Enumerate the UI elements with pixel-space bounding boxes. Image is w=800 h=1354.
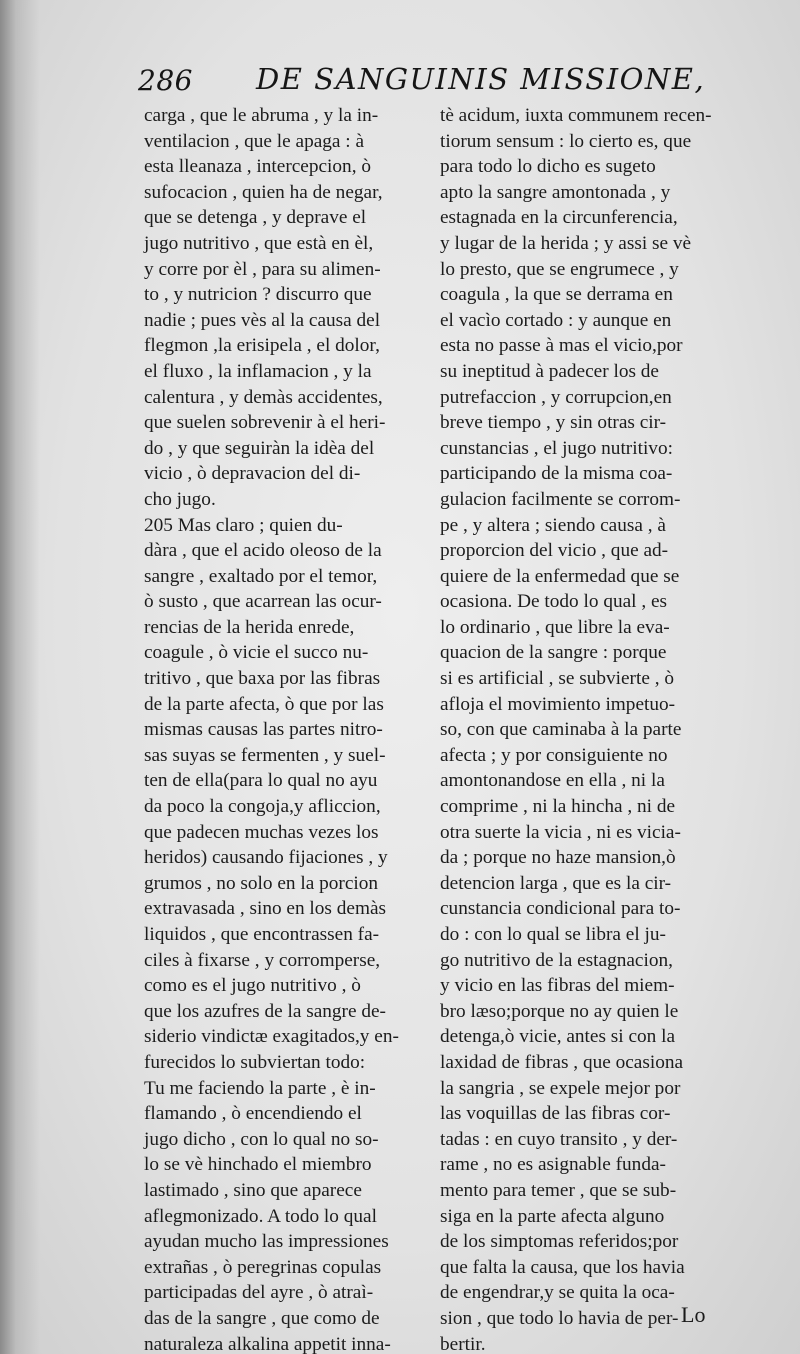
text-line: 205 Mas claro ; quien du- (144, 514, 343, 536)
text-line: mento para temer , que se sub- (440, 1179, 677, 1201)
text-line: pe , y altera ; siendo causa , à (440, 514, 666, 536)
page-number: 286 (138, 64, 193, 97)
text-line: extrañas , ò peregrinas copulas (144, 1256, 382, 1278)
text-line: da ; porque no haze mansion,ò (440, 847, 676, 869)
text-line: bro læso;porque no ay quien le (440, 1000, 679, 1022)
text-line: flegmon ,la erisipela , el dolor, (144, 335, 380, 357)
text-line: jugo dicho , con lo qual no so- (144, 1128, 379, 1150)
text-line: putrefaccion , y corrupcion,en (440, 386, 672, 408)
text-line: cunstancia condicional para to- (440, 898, 681, 920)
text-line: el vacìo cortado : y aunque en (440, 309, 672, 331)
text-line: carga , que le abruma , y la in- (144, 105, 379, 126)
text-line: proporcion del vicio , que ad- (440, 540, 669, 562)
text-line: jugo nutritivo , que està en èl, (144, 232, 374, 254)
text-line: liquidos , que encontrassen fa- (144, 924, 380, 945)
text-line: rame , no es asignable funda- (440, 1154, 666, 1176)
text-line: dàra , que el acido oleoso de la (144, 540, 382, 562)
text-line: heridos) causando fijaciones , y (144, 847, 388, 869)
text-line: para todo lo dicho es sugeto (440, 156, 656, 178)
text-line: amontonandose en ella , ni la (440, 770, 665, 792)
running-title: DE SANGUINIS MISSIONE, (256, 62, 706, 96)
text-line: afecta ; y por consiguiente no (440, 744, 668, 766)
text-line: coagula , la que se derrama en (440, 284, 673, 306)
text-line: como es el jugo nutritivo , ò (144, 975, 361, 997)
text-line: Tu me faciendo la parte , è in- (144, 1077, 376, 1099)
text-line: quacion de la sangre : porque (440, 642, 667, 664)
text-line: ocasiona. De todo lo qual , es (440, 591, 668, 613)
text-line: que suelen sobrevenir à el heri- (144, 412, 386, 434)
text-line: siderio vindictæ exagitados,y en- (144, 1026, 399, 1048)
catchword: Lo (681, 1302, 706, 1327)
text-line: do , y que seguiràn la idèa del (144, 437, 375, 459)
text-line: flamando , ò encendiendo el (144, 1103, 362, 1125)
text-line: aflegmonizado. A todo lo qual (144, 1205, 377, 1227)
left-column (144, 103, 418, 1354)
text-line: sufocacion , quien ha de negar, (144, 181, 383, 203)
text-line: de engendrar,y se quita la oca- (440, 1282, 675, 1304)
text-line: ayudan mucho las impressiones (144, 1231, 389, 1253)
text-line: la sangria , se expele mejor por (440, 1077, 681, 1099)
text-line: apto la sangre amontonada , y (440, 181, 671, 203)
text-line: de los simptomas referidos;por (440, 1231, 679, 1253)
text-line: sangre , exaltado por el temor, (144, 565, 378, 587)
text-line: tiorum sensum : lo cierto es, que (440, 130, 692, 152)
text-line: y corre por èl , para su alimen- (144, 258, 381, 280)
text-line: ciles à fixarse , y corromperse, (144, 949, 381, 971)
text-line: tritivo , que baxa por las fibras (144, 668, 381, 690)
text-line: de la parte afecta, ò que por las (144, 693, 384, 715)
text-line: sion , que todo lo havia de per- (440, 1307, 679, 1329)
text-line: las voquillas de las fibras cor- (440, 1103, 671, 1125)
text-line: detencion larga , que es la cir- (440, 872, 672, 894)
text-line: mismas causas las partes nitro- (144, 719, 383, 741)
text-line: cho jugo. (144, 488, 216, 510)
text-line: siga en la parte afecta alguno (440, 1205, 665, 1227)
text-line: tè acidum, iuxta communem recen- (440, 105, 712, 126)
text-line: vicio , ò depravacion del di- (144, 463, 361, 485)
text-line: extravasada , sino en los demàs (144, 898, 387, 920)
text-line: das de la sangre , que como de (144, 1307, 380, 1329)
text-line: sas suyas se fermenten , y suel- (144, 744, 386, 766)
text-line: nadie ; pues vès al la causa del (144, 309, 381, 331)
text-line: coagule , ò vicie el succo nu- (144, 642, 369, 664)
text-line: comprime , ni la hincha , ni de (440, 796, 676, 818)
text-line: do : con lo qual se libra el ju- (440, 924, 666, 945)
text-line: go nutritivo de la estagnacion, (440, 949, 673, 971)
text-line: bertir. (440, 1333, 486, 1354)
text-line: y lugar de la herida ; y assi se vè (440, 232, 692, 254)
page-header (132, 60, 706, 100)
text-line: el fluxo , la inflamacion , y la (144, 360, 372, 382)
text-line: que se detenga , y deprave el (144, 207, 367, 229)
right-column (440, 103, 712, 1354)
text-line: detenga,ò vicie, antes si con la (440, 1026, 676, 1048)
text-line: otra suerte la vicia , ni es vicia- (440, 821, 681, 843)
text-line: lastimado , sino que aparece (144, 1179, 362, 1201)
text-line: y vicio en las fibras del miem- (440, 975, 675, 997)
text-line: que los azufres de la sangre de- (144, 1000, 386, 1022)
text-line: ò susto , que acarrean las ocur- (144, 591, 382, 613)
text-line: si es artificial , se subvierte , ò (440, 668, 674, 690)
page-gutter-shadow (0, 0, 40, 1354)
text-line: ventilacion , que le apaga : à (144, 130, 365, 152)
text-line: ten de ella(para lo qual no ayu (144, 770, 378, 792)
text-line: naturaleza alkalina appetit inna- (144, 1333, 391, 1354)
text-line: lo presto, que se engrumece , y (440, 258, 679, 280)
text-line: furecidos lo subviertan todo: (144, 1051, 366, 1073)
text-line: calentura , y demàs accidentes, (144, 386, 383, 408)
text-line: laxidad de fibras , que ocasiona (440, 1051, 684, 1073)
text-line: grumos , no solo en la porcion (144, 872, 379, 894)
text-line: da poco la congoja,y afliccion, (144, 796, 381, 818)
text-line: cunstancias , el jugo nutritivo: (440, 437, 673, 459)
text-line: so, con que caminaba à la parte (440, 719, 682, 741)
text-line: lo ordinario , que libre la eva- (440, 616, 670, 638)
text-line: breve tiempo , y sin otras cir- (440, 412, 667, 434)
text-line: estagnada en la circunferencia, (440, 207, 678, 229)
text-line: tadas : en cuyo transito , y der- (440, 1128, 678, 1150)
text-line: que falta la causa, que los havia (440, 1256, 685, 1278)
text-line: su ineptitud à padecer los de (440, 360, 659, 382)
text-line: participando de la misma coa- (440, 463, 673, 485)
text-line: esta no passe à mas el vicio,por (440, 335, 683, 357)
text-line: quiere de la enfermedad que se (440, 565, 680, 587)
text-line: to , y nutricion ? discurro que (144, 284, 372, 306)
text-line: gulacion facilmente se corrom- (440, 488, 681, 510)
text-line: rencias de la herida enrede, (144, 616, 355, 638)
text-line: afloja el movimiento impetuo- (440, 693, 676, 715)
text-line: que padecen muchas vezes los (144, 821, 379, 843)
text-line: participadas del ayre , ò atraì- (144, 1282, 374, 1304)
text-line: lo se vè hinchado el miembro (144, 1154, 372, 1176)
text-line: esta lleanaza , intercepcion, ò (144, 156, 371, 178)
